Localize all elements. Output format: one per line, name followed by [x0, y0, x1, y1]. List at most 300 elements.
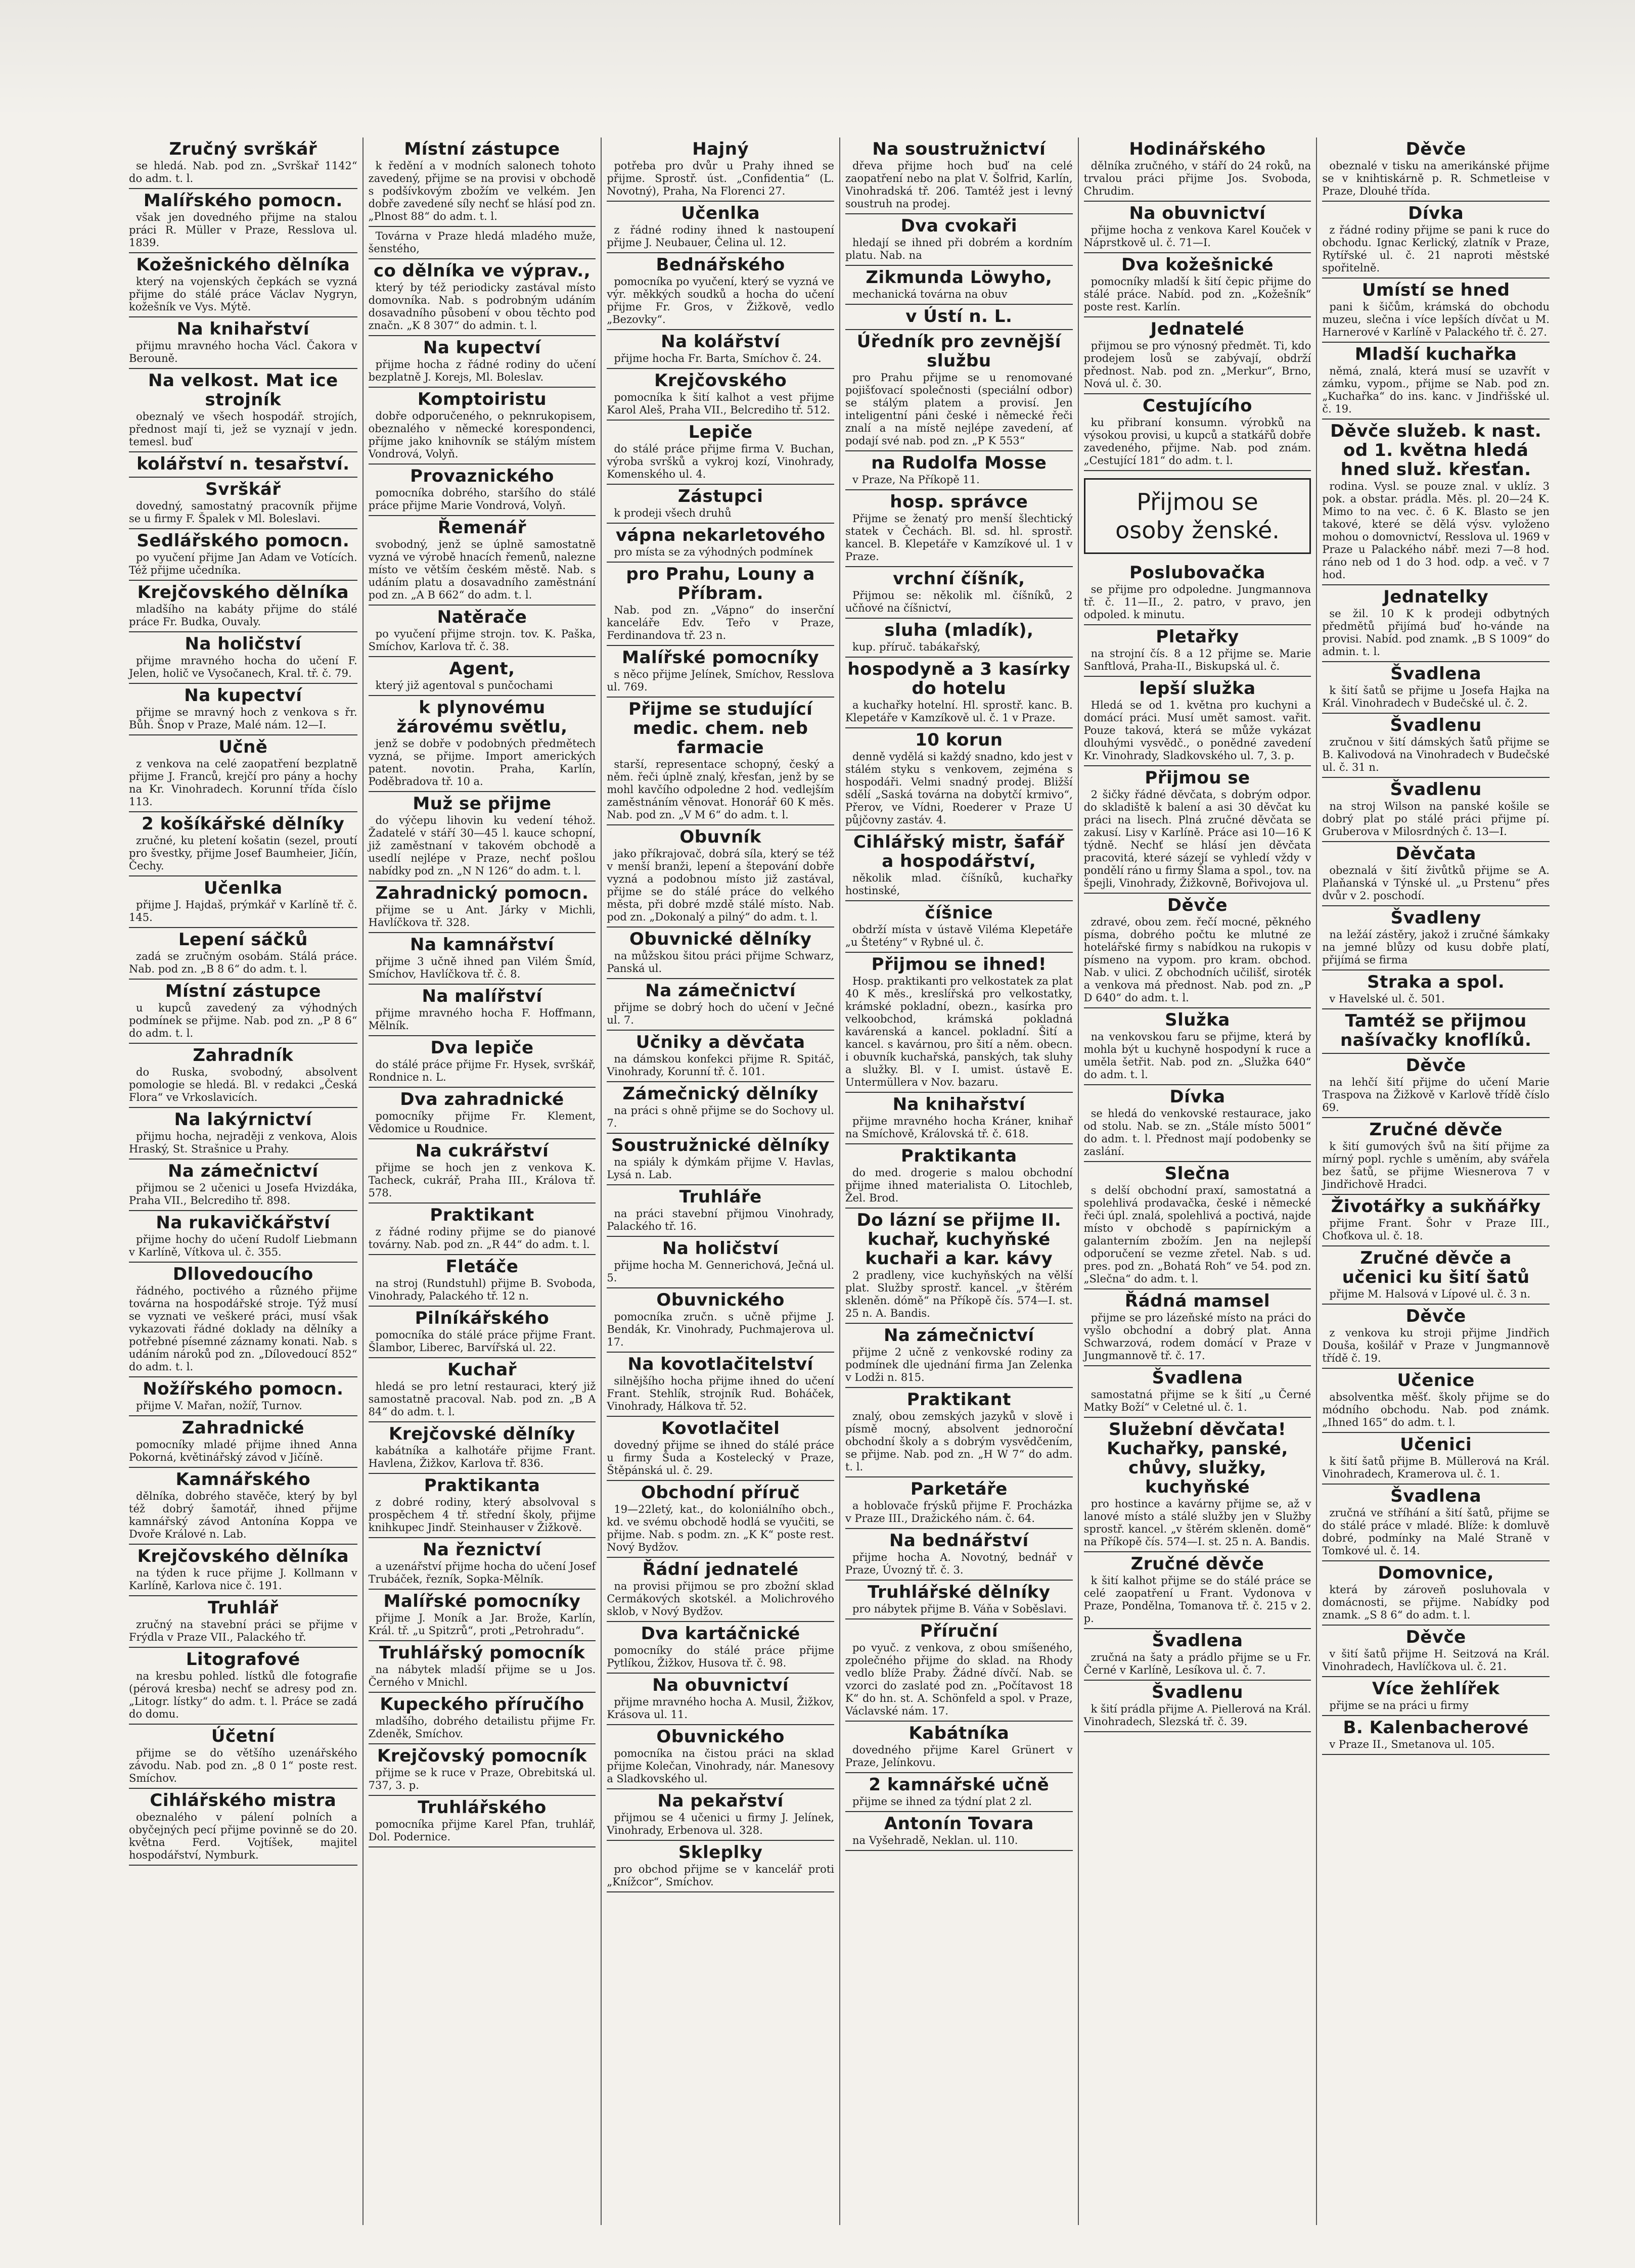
ad-heading: Úředník pro zevnější službu	[856, 332, 1061, 371]
classified-ad	[1322, 343, 1550, 420]
ad-text: pomocníky mladé přijme ihned Anna Pokorná, květinářský závod v Jičíně.	[129, 1439, 357, 1463]
classified-ad	[607, 202, 834, 253]
classified-ad	[1084, 1418, 1311, 1552]
section-banner	[1084, 478, 1311, 554]
ad-text: v Praze, Na Příkopě 11.	[852, 474, 980, 486]
ad-text: obeznalé v tisku na amerikánské přijme se v knihtiskárně p. R. Schmetleise v Praze, Dlouhé třída.	[1322, 160, 1550, 197]
ad-text: kup. příruč. tabákařský,	[852, 641, 981, 653]
classified-ad	[129, 735, 357, 812]
ad-text: do med. drogerie s malou obchodní přijme ihned materialista O. Litochleb, Žel. Brod.	[845, 1167, 1073, 1204]
classified-ad	[1084, 1085, 1311, 1162]
ad-heading: Více žehlířek	[1372, 1679, 1500, 1699]
ad-text: dovedný, samostatný pracovník přijme se u firmy F. Špalek v Ml. Boleslavi.	[129, 500, 357, 525]
classified-ad	[369, 882, 596, 933]
ad-text: z dobré rodiny, který absolvoval s prospěchem 4 tř. střední školy, přijme knihkupec Jindř. Steinhauser v Žižkově.	[368, 1496, 596, 1534]
classified-ad	[129, 1545, 357, 1596]
classified-ad	[369, 1358, 596, 1422]
classified-ad	[129, 1263, 357, 1377]
classified-ad	[129, 632, 357, 684]
ad-text: přijme Frant. Šohr v Praze III., Choťkova ul. č. 18.	[1322, 1217, 1550, 1242]
ad-heading: Řádní jednatelé	[642, 1559, 799, 1580]
ad-heading: Natěrače	[437, 607, 527, 627]
ad-heading: Na holičství	[662, 1238, 779, 1259]
ad-text: přijme M. Halsová v Lípové ul. č. 3 n.	[1329, 1288, 1531, 1300]
ad-text: přijme se ihned za týdní plat 2 zl.	[852, 1795, 1032, 1808]
classified-ad	[607, 524, 834, 563]
ad-heading: Děvčata	[1395, 844, 1476, 864]
ad-heading: Na malířství	[422, 986, 542, 1006]
ad-text: přijmou se pro výnosný předmět. Ti, kdo prodejem losů se zabývají, obdrží přednost. Nab. pod zn. „Merkur“, Brno, Nová ul. č. 30.	[1083, 340, 1311, 390]
classified-ad	[845, 1581, 1073, 1619]
ad-text: přijme 2 učně z venkovské rodiny za podmínek dle ujednání firma Jan Zelenka v Lodži n. 815.	[845, 1346, 1073, 1383]
ad-text: denně vydělá si každý snadno, kdo jest v stálém styku s venkovem, zejména s hospodáři. Velmi snadný prodej. Bližší sdělí „Saská továrna na dobytčí krmivo“, Přerov, ve Vídni, Roederer v Praze U půjčovny zastáv. 4.	[845, 751, 1073, 826]
ad-text: samostatná přijme se k šití „u Černé Matky Boží“ v Celetné ul. č. 1.	[1083, 1388, 1311, 1413]
ad-heading: Dva zahradnické	[400, 1089, 564, 1109]
classified-ad	[1322, 1246, 1550, 1305]
ad-heading: Agent,	[449, 659, 515, 679]
ad-text: na týden k ruce přijme J. Kollmann v Karlíně, Karlova nice č. 191.	[129, 1567, 357, 1592]
ad-heading: Místní zástupce	[404, 139, 560, 159]
classified-ad	[845, 214, 1073, 266]
classified-ad	[369, 1036, 596, 1088]
ad-heading: Místní zástupce	[165, 981, 321, 1001]
classified-ad	[845, 1773, 1073, 1812]
classified-ad	[1322, 906, 1550, 970]
classified-ad	[607, 563, 834, 646]
ad-heading: Švadlena	[1390, 664, 1482, 684]
ad-text: zručná na šaty a prádlo přijme se u Fr. Černé v Karlíně, Lesíkova ul. č. 7.	[1083, 1651, 1311, 1676]
classified-ad	[845, 901, 1073, 953]
ad-text: který již agentoval s punčochami	[375, 679, 553, 691]
classified-ad	[1084, 894, 1311, 1008]
ad-heading: Zahradnický pomocn.	[375, 883, 589, 903]
classified-ad	[129, 137, 357, 189]
ad-heading: Krejčovského dělníka	[137, 582, 349, 603]
classified-ad	[1322, 585, 1550, 662]
classified-ad	[129, 1416, 357, 1468]
classified-ad	[129, 253, 357, 317]
ad-heading: Praktikant	[906, 1390, 1011, 1410]
classified-ad	[1084, 394, 1311, 471]
classified-ad	[129, 581, 357, 632]
classified-ad	[607, 330, 834, 369]
ad-heading: Antonín Tovara	[884, 1814, 1034, 1834]
ad-heading: Děvče	[1405, 1306, 1466, 1326]
ad-text: se hledá. Nab. pod zn. „Svrškař 1142“ do adm. t. l.	[129, 160, 357, 184]
ad-heading: Obuvnické dělníky	[629, 929, 812, 949]
column-spacer	[1322, 1755, 1550, 2225]
ad-text: k šití šatů se přijme u Josefa Hajka na Král. Vinohradech v Budečské ul. č. 2.	[1322, 684, 1550, 709]
ad-heading: Účetní	[211, 1726, 275, 1746]
classified-ad	[129, 1160, 357, 1211]
ad-heading: vrchní číšník,	[893, 569, 1025, 589]
column-spacer	[845, 1851, 1073, 2225]
classified-ad	[1322, 778, 1550, 842]
ad-text: z venkova na celé zaopatření bezplatně přijme J. Franců, krejčí pro pány a hochy na Kr. Vinohradech. Korunní třída číslo 113.	[129, 758, 357, 808]
ad-text: starší, representace schopný, český a něm. řeči úplně znalý, křesťan, jenž by se mohl kavčího odpoledne 2 hod. vedlejším zaměstnáním věnovat. Honorář 60 K měs. Nab. pod zn. „V M 6“ do adm. t. l.	[607, 758, 834, 821]
classified-ad	[845, 1209, 1073, 1324]
classified-ad	[369, 1796, 596, 1847]
classified-ad	[1084, 677, 1311, 766]
classified-ad	[1084, 1162, 1311, 1289]
ad-text: zadá se zručným osobám. Stálá práce. Nab. pod zn. „B 8 6“ do adm. t. l.	[129, 950, 357, 975]
ad-text: však jen dovedného přijme na stalou práci R. Müller v Praze, Resslova ul. 1839.	[129, 211, 357, 249]
ad-text: z řádné rodiny přijme se do pianové továrny. Nab. pod zn. „R 44“ do adm. t. l.	[368, 1226, 596, 1251]
ad-text: a kuchařky hotelní. Hl. sprostř. kanc. B. Klepetáře v Kamzíkově ul. č. 1 v Praze.	[845, 699, 1073, 724]
ad-heading: Provaznického	[410, 466, 554, 486]
ad-heading: Cihlářského mistra	[150, 1790, 337, 1811]
ad-heading: Na kupectví	[423, 338, 541, 358]
classified-ad	[607, 1674, 834, 1725]
ad-heading: kolářství n. tesařství.	[137, 454, 350, 474]
ad-heading: B. Kalenbacherové	[1343, 1718, 1529, 1738]
ad-text: přijme se k ruce v Praze, Obrebitská ul. 737, 3. p.	[368, 1767, 596, 1791]
classified-ad	[607, 979, 834, 1031]
ad-text: přijme V. Mařan, nožíř, Turnov.	[136, 1400, 302, 1412]
ad-heading: Švadlenu	[1151, 1682, 1244, 1702]
classified-ad	[1322, 279, 1550, 343]
ad-text: do stálé práce přijme Fr. Hysek, svrškář, Rondnice n. L.	[368, 1058, 596, 1083]
ad-text: svobodný, jenž se úplně samostatně vyzná ve výrobě hnacích řemenů, nalezne místo ve větším českém městě. Nab. s udáním platu a dosavadního zaměstnání pod zn. „A B 662“ do adm. t. l.	[368, 538, 596, 601]
column-3	[601, 137, 839, 2225]
ad-text: přijme se do většího uzenářského závodu. Nab. pod zn. „8 0 1“ poste rest. Smíchov.	[129, 1747, 357, 1784]
ad-heading: Na lakýrnictví	[174, 1109, 312, 1130]
ad-text: z venkova ku stroji přijme Jindřich Douša, košilář v Praze v Jungmannově třídě č. 19.	[1322, 1327, 1550, 1364]
ad-text: na spiály k dýmkám přijme V. Havlas, Lysá n. Lab.	[607, 1156, 834, 1181]
ad-text: se hledá do venkovské restaurace, jako od stolu. Nab. se zn. „Stále místo 5001“ do adm. t. l. Přednost mají podobenky se zaslání.	[1083, 1107, 1311, 1158]
classified-ad	[1084, 1289, 1311, 1366]
ad-text: potřeba pro dvůr u Prahy ihned se přijme. Sprostř. úst. „Confidentia“ (L. Novotný), Praha, Na Florenci 27.	[607, 160, 834, 197]
ad-heading: Na cukrářství	[415, 1141, 549, 1161]
classified-ad	[1084, 1629, 1311, 1681]
ad-text: pomocníka zručn. s učně přijme J. Bendák, Kr. Vinohrady, Puchmajerova ul. 17.	[607, 1311, 834, 1348]
classified-ad	[369, 516, 596, 606]
classified-ad	[1322, 1485, 1550, 1561]
classified-ad	[607, 825, 834, 928]
ad-heading: Přijmou se	[1145, 768, 1250, 788]
ad-heading: Nožířského pomocn.	[143, 1379, 344, 1399]
ad-text: přijme se mravný hoch z venkova s řr. Bůh. Šnop v Praze, Malé nám. 12—I.	[129, 706, 357, 731]
classified-ad	[1322, 1195, 1550, 1246]
classified-ad	[845, 953, 1073, 1093]
ad-heading: Životářky a sukňářky	[1331, 1196, 1541, 1217]
classified-ad	[1322, 1433, 1550, 1485]
ad-text: a hoblovače frýsků přijme F. Procházka v Praze III., Dražického nám. č. 64.	[845, 1500, 1073, 1524]
classified-ad	[845, 305, 1073, 330]
column-spacer	[369, 1847, 596, 2225]
ad-text: dřeva přijme hoch buď na celé zaopatření nebo na plat V. Šolfrid, Karlín, Vinohradská tř. 206. Tamtéž jest i levný soustruh na prodej.	[845, 160, 1073, 210]
ad-text: přijme hocha Fr. Barta, Smíchov č. 24.	[614, 352, 822, 364]
ad-heading: Na zámečnictví	[645, 981, 796, 1001]
classified-ad	[129, 684, 357, 735]
ad-text: na ležáí zástěry, jakož i zručné šámkaky na jemné blůzy od kusu dobře platí, přijímá se firma	[1322, 929, 1550, 966]
ad-heading: Umístí se hned	[1361, 280, 1510, 300]
ad-text: obeznalá v šití živůtků přijme se A. Plaňanská v Týnské ul. „u Prstenu“ přes dvůr v 2. poschodí.	[1322, 864, 1550, 902]
ad-heading: Na kolářství	[661, 332, 781, 352]
ad-text: přijme hocha z venkova Karel Kouček v Náprstkově ul. č. 71—I.	[1083, 224, 1311, 249]
ad-text: na stroj (Rundstuhl) přijme B. Svoboda, Vinohrady, Palackého tř. 12 n.	[368, 1277, 596, 1302]
classified-ad	[845, 330, 1073, 451]
ad-heading: 2 kamnářské učně	[869, 1775, 1050, 1795]
ad-text: pomocníky do stálé práce přijme Pytlíkou, Žižkov, Husova tř. č. 98.	[607, 1644, 834, 1669]
ad-text: přijme mravného hocha Kráner, knihař na Smíchově, Královská tř. č. 618.	[845, 1115, 1073, 1140]
classified-ad	[607, 1185, 834, 1237]
ad-heading: Zikmunda Löwyho,	[866, 267, 1053, 288]
ad-text: v Havelské ul. č. 501.	[1329, 993, 1445, 1005]
ad-heading: Na kamnářství	[410, 935, 554, 955]
ad-heading: Na holičství	[185, 634, 302, 654]
ad-text: v šití šatů přijme H. Seitzová na Král. Vinohradech, Havlíčkova ul. č. 21.	[1322, 1648, 1550, 1673]
ad-heading: Obuvnického	[656, 1727, 785, 1747]
classified-ad	[845, 451, 1073, 490]
ad-heading: Zručné děvče	[1369, 1120, 1503, 1140]
classified-ad	[607, 1725, 834, 1789]
ad-text: na nábytek mladší přijme se u Jos. Černého v Mnichl.	[368, 1663, 596, 1688]
ad-heading: Učenice	[1397, 1370, 1475, 1391]
ad-text: zručnou v šití dámských šatů přijme se B. Kalivodová na Vinohradech v Budečské ul. č. 31 n.	[1322, 736, 1550, 773]
ad-heading: Na obuvnictví	[652, 1675, 789, 1695]
ad-text: se přijme pro odpoledne. Jungmannova tř. č. 11—II., 2. patro, v pravo, jen odpoled. k minutu.	[1083, 583, 1311, 621]
classified-ad	[1322, 1716, 1550, 1755]
ad-text: z řádné rodiny ihned k nastoupení přijme J. Neubauer, Čelina ul. 12.	[607, 224, 834, 249]
ad-heading: Truhláře	[679, 1187, 762, 1207]
classified-ad	[369, 657, 596, 696]
ad-text: mechanická továrna na obuv	[852, 288, 1008, 300]
ad-text: ku přibraní konsumn. výrobků na výsokou provisi, u kupců a statkářů dobře zavedeného, přijme. Nab. pod znám. „Cestující 181“ do adm. t. l.	[1083, 416, 1311, 467]
classified-ad	[845, 137, 1073, 214]
ad-text: dělníka, dobrého stavěče, který by byl též dobrý šamotář, ihned přijme kamnářský závod Antonína Koppa ve Dvoře Králové n. Lab.	[129, 1490, 357, 1540]
classified-ad	[845, 830, 1073, 901]
ad-heading: 10 korun	[915, 730, 1003, 750]
ad-text: přijme mravného hocha do učení F. Jelen, holič ve Vysočanech, Kral. tř. č. 79.	[129, 655, 357, 679]
ad-text: se žil. 10 K k prodeji odbytných předmětů přijímá buď ho-vánde na provisi. Nabíd. pod znamk. „B S 1009“ do admin. t. l.	[1322, 608, 1550, 658]
ad-text: zručný na stavební práci se přijme v Frýdla v Praze VII., Palackého tř.	[129, 1618, 357, 1643]
ad-heading: Na kupectví	[184, 685, 302, 706]
classified-ad	[1322, 1054, 1550, 1118]
ad-heading: Švadlenu	[1390, 779, 1482, 800]
ad-text: jenž se dobře v podobných předmětech vyzná, se přijme. Import amerických patent. novotin. Praha, Karlín, Poděbradova tř. 10 a.	[368, 737, 596, 788]
column-6	[1316, 137, 1555, 2225]
ad-text: na stroj Wilson na panské košile se dobrý plat po stálé práci přijme pí. Gruberova v Milosrdných č. 13—I.	[1322, 800, 1550, 838]
ad-text: Přijme se ženatý pro menší šlechtický statek v Čechách. Bl. sd. hl. sprostř. kancel. B. Klepetáře v Kamzíkové ul. 1 v Praze.	[845, 513, 1073, 563]
ad-heading: Krejčovské dělníky	[388, 1424, 575, 1444]
ad-text: přijmou se 2 učenici u Josefa Hvizdáka, Praha VII., Belcrediho tř. 898.	[129, 1182, 357, 1207]
ad-heading: Na zámečnictví	[167, 1161, 319, 1181]
ad-heading: Praktikanta	[901, 1146, 1017, 1166]
classified-ad	[1322, 1626, 1550, 1677]
classified-ad	[129, 1596, 357, 1648]
ad-heading: Dívka	[1169, 1087, 1225, 1107]
ad-text: na lehčí šití přijme do učení Marie Traspova na Žižkově v Karlově třídě číslo 69.	[1322, 1076, 1550, 1114]
classified-ad	[1084, 1681, 1311, 1732]
ad-text: pani k šičům, krámská do obchodu muzeu, slečna i více lepších dívčat u M. Harnerové v Karlíně v Palackého tř. č. 27.	[1322, 301, 1550, 338]
ad-heading: Dva lepiče	[430, 1038, 534, 1058]
ad-heading: Dllovedoucího	[172, 1264, 313, 1284]
ad-text: zručné, ku pletení košatin (sezel, proutí pro švestky, přijme Josef Baumheier, Jičín, Čechy.	[129, 835, 357, 872]
ad-heading: Učniky a děvčata	[635, 1032, 805, 1052]
ad-text: který by též periodicky zastával místo domovníka. Nab. s podrobným udáním dosavadního působení v obou těchto pod značn. „K 8 307“ do admin. t. l.	[368, 282, 596, 332]
classified-ad	[1084, 317, 1311, 394]
ad-text: k ředění a v modních salonech tohoto zavedený, přijme se na provisi v obchodě s podšívkovým zbožím ve velkém. Jen dobře zavedené síly nechť se hlásí pod zn. „Plnost 88“ do adm. t. l.	[368, 160, 596, 222]
ad-text: do Ruska, svobodný, absolvent pomologie se hledá. Bl. v redakci „Česká Flora“ ve Vrkoslavicích.	[129, 1066, 357, 1103]
ad-heading: Na knihařství	[892, 1094, 1026, 1115]
ad-heading: Jednatelé	[1150, 319, 1245, 339]
ad-text: pomocníky mladší k šití čepic přijme do stálé práce. Nabíd. pod zn. „Kožešník“ poste rest. Karlín.	[1083, 275, 1311, 313]
ad-heading: Lepení sáčků	[178, 930, 308, 950]
ad-heading: Na pekařství	[657, 1791, 784, 1811]
ad-heading: Na zámečnictví	[883, 1325, 1034, 1346]
classified-ad	[129, 928, 357, 980]
ad-text: hledají se ihned při dobrém a kordním platu. Nab. na	[845, 237, 1073, 261]
ad-heading: Straka a spol.	[1367, 972, 1505, 992]
paper-fold	[0, 0, 1635, 116]
classified-ad	[129, 478, 357, 529]
classified-ad	[129, 1725, 357, 1789]
ad-text: dělníka zručného, v stáří do 24 roků, na trvalou práci přijme Jos. Svoboda, Chrudim.	[1083, 160, 1311, 197]
classified-ad	[607, 137, 834, 202]
ad-text: na dámskou konfekci přijme R. Spitáč, Vinohrady, Korunní tř. č. 101.	[607, 1053, 834, 1078]
ad-text: přijmu hocha, nejraději z venkova, Alois Hraský, St. Strašnice u Prahy.	[129, 1130, 357, 1155]
classified-ad	[845, 619, 1073, 658]
ad-text: na můžskou šitou práci přijme Schwarz, Panská ul.	[607, 950, 834, 975]
classified-ad	[1322, 1305, 1550, 1369]
ad-text: dovedného přijme Karel Grünert v Praze, Jelínkovu.	[845, 1744, 1073, 1769]
ad-heading: Přijmou se ihned!	[871, 954, 1047, 975]
classified-ad	[607, 1622, 834, 1674]
ad-text: němá, znalá, která musí se uzavřít v zámku, vypom., přijme se Nab. pod zn. „Kuchařka“ do ins. kanc. v Jindřišské ul. č. 19.	[1322, 365, 1550, 415]
ad-text: Hledá se od 1. května pro kuchyni a domácí práci. Musí umět samost. vařit. Pouze taková, která se může vykázat dlouhými vysvědč., o ponědné zavedení Kr. Vinohrady, Sladkovského ul. 7, 3. p.	[1083, 699, 1311, 762]
ad-heading: Dva kartáčnické	[641, 1624, 800, 1644]
ad-text: která by zároveň posluhovala v domácnosti, se přijme. Nabídky pod znamk. „S 8 6“ do adm. t. l.	[1322, 1584, 1550, 1621]
classified-ad	[607, 1481, 834, 1558]
ad-heading: Učenici	[1400, 1434, 1472, 1455]
classified-ad	[845, 266, 1073, 305]
classified-ad	[845, 490, 1073, 567]
ad-text: přijmu mravného hocha Václ. Čakora v Berouně.	[129, 340, 357, 364]
ad-heading: Lepiče	[688, 422, 753, 442]
ad-text: obeznalý ve všech hospodář. strojích, přednost mají ti, jež se vyznají v jedn. temesl. buď	[129, 410, 357, 448]
ad-heading: Dívka	[1408, 203, 1464, 223]
classified-ad	[607, 485, 834, 524]
classified-ad	[845, 567, 1073, 619]
classified-ad	[369, 465, 596, 516]
classified-ad	[369, 336, 596, 388]
classified-ad	[845, 1722, 1073, 1773]
ad-heading: Do lázní se přijme II. kuchař, kuchyňské kuchaři a kar. kávy	[856, 1210, 1062, 1269]
ad-heading: Dva kožešnické	[1121, 255, 1274, 275]
ad-heading: Švadlena	[1390, 1486, 1482, 1506]
classified-ad	[369, 227, 596, 259]
column-1	[124, 137, 362, 2225]
ad-text: přijme J. Moník a Jar. Brože, Karlín, Král. tř. „u Spitzrů“, proti „Petrohradu“.	[368, 1612, 596, 1637]
ad-heading: na Rudolfa Mosse	[871, 453, 1047, 473]
ad-text: k šití gumových švů na šití přijme za mírný popl. rychle s uměním, aby svářela bez šatů, se přijme Wiesnerova 7 v Jindřichově Hradci.	[1322, 1140, 1550, 1190]
ad-text: silnějšího hocha přijme ihned do učení Frant. Stehlík, strojník Rud. Boháček, Vinohrady, Hálkova tř. 52.	[607, 1375, 834, 1412]
ad-heading: Kovotlačitel	[661, 1418, 780, 1439]
classified-ad	[607, 253, 834, 330]
ad-heading: Komptoiristu	[417, 389, 547, 409]
classified-ad	[1322, 137, 1550, 202]
classified-ad	[369, 1590, 596, 1641]
ad-heading: Obuvník	[679, 827, 761, 847]
ad-heading: Bednářského	[656, 255, 785, 275]
ad-heading: Švadlena	[1152, 1368, 1243, 1388]
classified-ad	[1322, 970, 1550, 1009]
ad-heading: Učně	[218, 737, 268, 757]
classified-ad	[607, 1789, 834, 1841]
ad-text: 2 pradleny, vice kuchyňských na vělší plat. Služby sprostř. kancel. „v štěrém skleněn. dómě“ na Příkopě čís. 574—I. st. 25 n. A. Bandis.	[845, 1269, 1073, 1319]
classified-ad	[1322, 1369, 1550, 1433]
ad-heading: Dva cvokaři	[900, 216, 1017, 236]
ad-text: po vyuč. z venkova, z obou smíšeného, zpolečného přijme do sklad. na Rhody vedlo blíže Praby. Žádné dívčí. Nab. se vzorci do zaslaté pod zn. „Počítavost 18 K“ do hn. st. A. Schönfeld a spol. v Praze, Václavské nám. 17.	[845, 1642, 1073, 1717]
classified-ad	[129, 1648, 357, 1725]
classified-ad	[369, 1474, 596, 1538]
ad-heading: Sedlářského pomocn.	[137, 531, 350, 551]
ad-heading: Děvče	[1405, 1627, 1466, 1647]
ad-heading: Švadlena	[1152, 1631, 1243, 1651]
ad-heading: Na velkost. Mat ice strojník	[148, 371, 338, 410]
ad-text: mladšího na kabáty přijme do stálé práce Fr. Budka, Ouvaly.	[129, 603, 357, 628]
ad-text: Hosp. praktikanti pro velkostatek za plat 40 K měs., kreslířská pro velkostatky, krámské pokladní, obezn., kasírka pro velkoobchod, krámská pokladná kavárenská a kancel. pokladní. Šití a kancel. s kavárnou, pro šití a něm. obecn. i obuvník kuchařská, panských, tak sluhy a služky. Bl. v I. umist. ústavě E. Untermüllera v Nov. bazaru.	[845, 975, 1073, 1088]
ad-heading: Služka	[1165, 1010, 1230, 1030]
ad-heading: Kamnářského	[175, 1469, 311, 1490]
classified-ad	[845, 1093, 1073, 1144]
classified-ad	[1084, 766, 1311, 894]
ad-text: přijme se na práci u firmy	[1329, 1699, 1469, 1711]
classified-ad	[607, 1558, 834, 1622]
ad-text: na kresbu pohled. lístků dle fotografie (pérová kresba) nechť se adresy pod zn. „Litogr. lístky“ do adm. t. l. Práce se zadá do domu.	[129, 1670, 357, 1720]
ad-heading: Truhlář	[208, 1598, 279, 1618]
ad-heading: Hajný	[692, 139, 749, 159]
ad-heading: Děvče	[1405, 1055, 1466, 1076]
classified-ad	[607, 1134, 834, 1185]
ad-heading: Truhlářského	[418, 1797, 547, 1818]
ad-text: přijme J. Hajdaš, prýmkář v Karlíně tř. č. 145.	[129, 899, 357, 923]
ad-heading: Domovnice,	[1378, 1563, 1494, 1583]
ad-text: po vyučení přijme Jan Adam ve Votících. Též přijme učedníka.	[129, 551, 357, 576]
classified-ad	[607, 1841, 834, 1892]
ad-text: Továrna v Praze hledá mladého muže, šenstého,	[368, 230, 596, 255]
ad-text: z řádné rodiny přijme se pani k ruce do obchodu. Ignac Kerlický, zlatník v Praze, Rytířské ul. č. 21 naproti městské spořitelně.	[1322, 224, 1550, 274]
ad-heading: Řemenář	[437, 518, 527, 538]
ad-text: k šití prádla přijme A. Piellerová na Král. Vinohradech, Slezská tř. č. 39.	[1083, 1703, 1311, 1728]
classified-ad	[129, 1044, 357, 1108]
ad-text: k prodeji všech druhů	[614, 507, 732, 519]
classified-ad	[1322, 842, 1550, 906]
ad-heading: Obuvnického	[656, 1290, 785, 1310]
ad-heading: Svrškář	[205, 479, 281, 499]
ad-heading: Kuchař	[447, 1360, 517, 1380]
ad-text: na venkovskou faru se přijme, která by mohla být u kuchyně hospodyní k ruce a uměla šetřit. Nab. pod zn. „Služka 640“ do adm. t. l.	[1083, 1031, 1311, 1081]
ad-heading: Kabátníka	[909, 1723, 1010, 1743]
ad-heading: Malířské pomocníky	[383, 1591, 581, 1611]
ad-heading: Fletáče	[445, 1257, 519, 1277]
classified-ad	[845, 728, 1073, 830]
ad-heading: 2 košíkářské dělníky	[142, 814, 345, 834]
ad-heading: Na rukavičkářství	[156, 1213, 331, 1233]
ad-text: přijme 3 učně ihned pan Vilém Šmíd, Smíchov, Havlíčkova tř. č. 8.	[368, 955, 596, 980]
ad-heading: Pilníkářského	[415, 1308, 550, 1328]
ad-heading: Praktikant	[430, 1205, 534, 1225]
ad-heading: vápna nekarletového	[615, 525, 826, 545]
ad-heading: sluha (mladík),	[884, 620, 1034, 640]
classified-ad	[607, 369, 834, 421]
ad-heading: Cestujícího	[1143, 396, 1252, 416]
ad-heading: pro Prahu, Louny a Příbram.	[626, 564, 815, 604]
column-2	[362, 137, 601, 2225]
classified-ad	[1084, 253, 1311, 317]
ad-heading: číšnice	[925, 903, 993, 923]
